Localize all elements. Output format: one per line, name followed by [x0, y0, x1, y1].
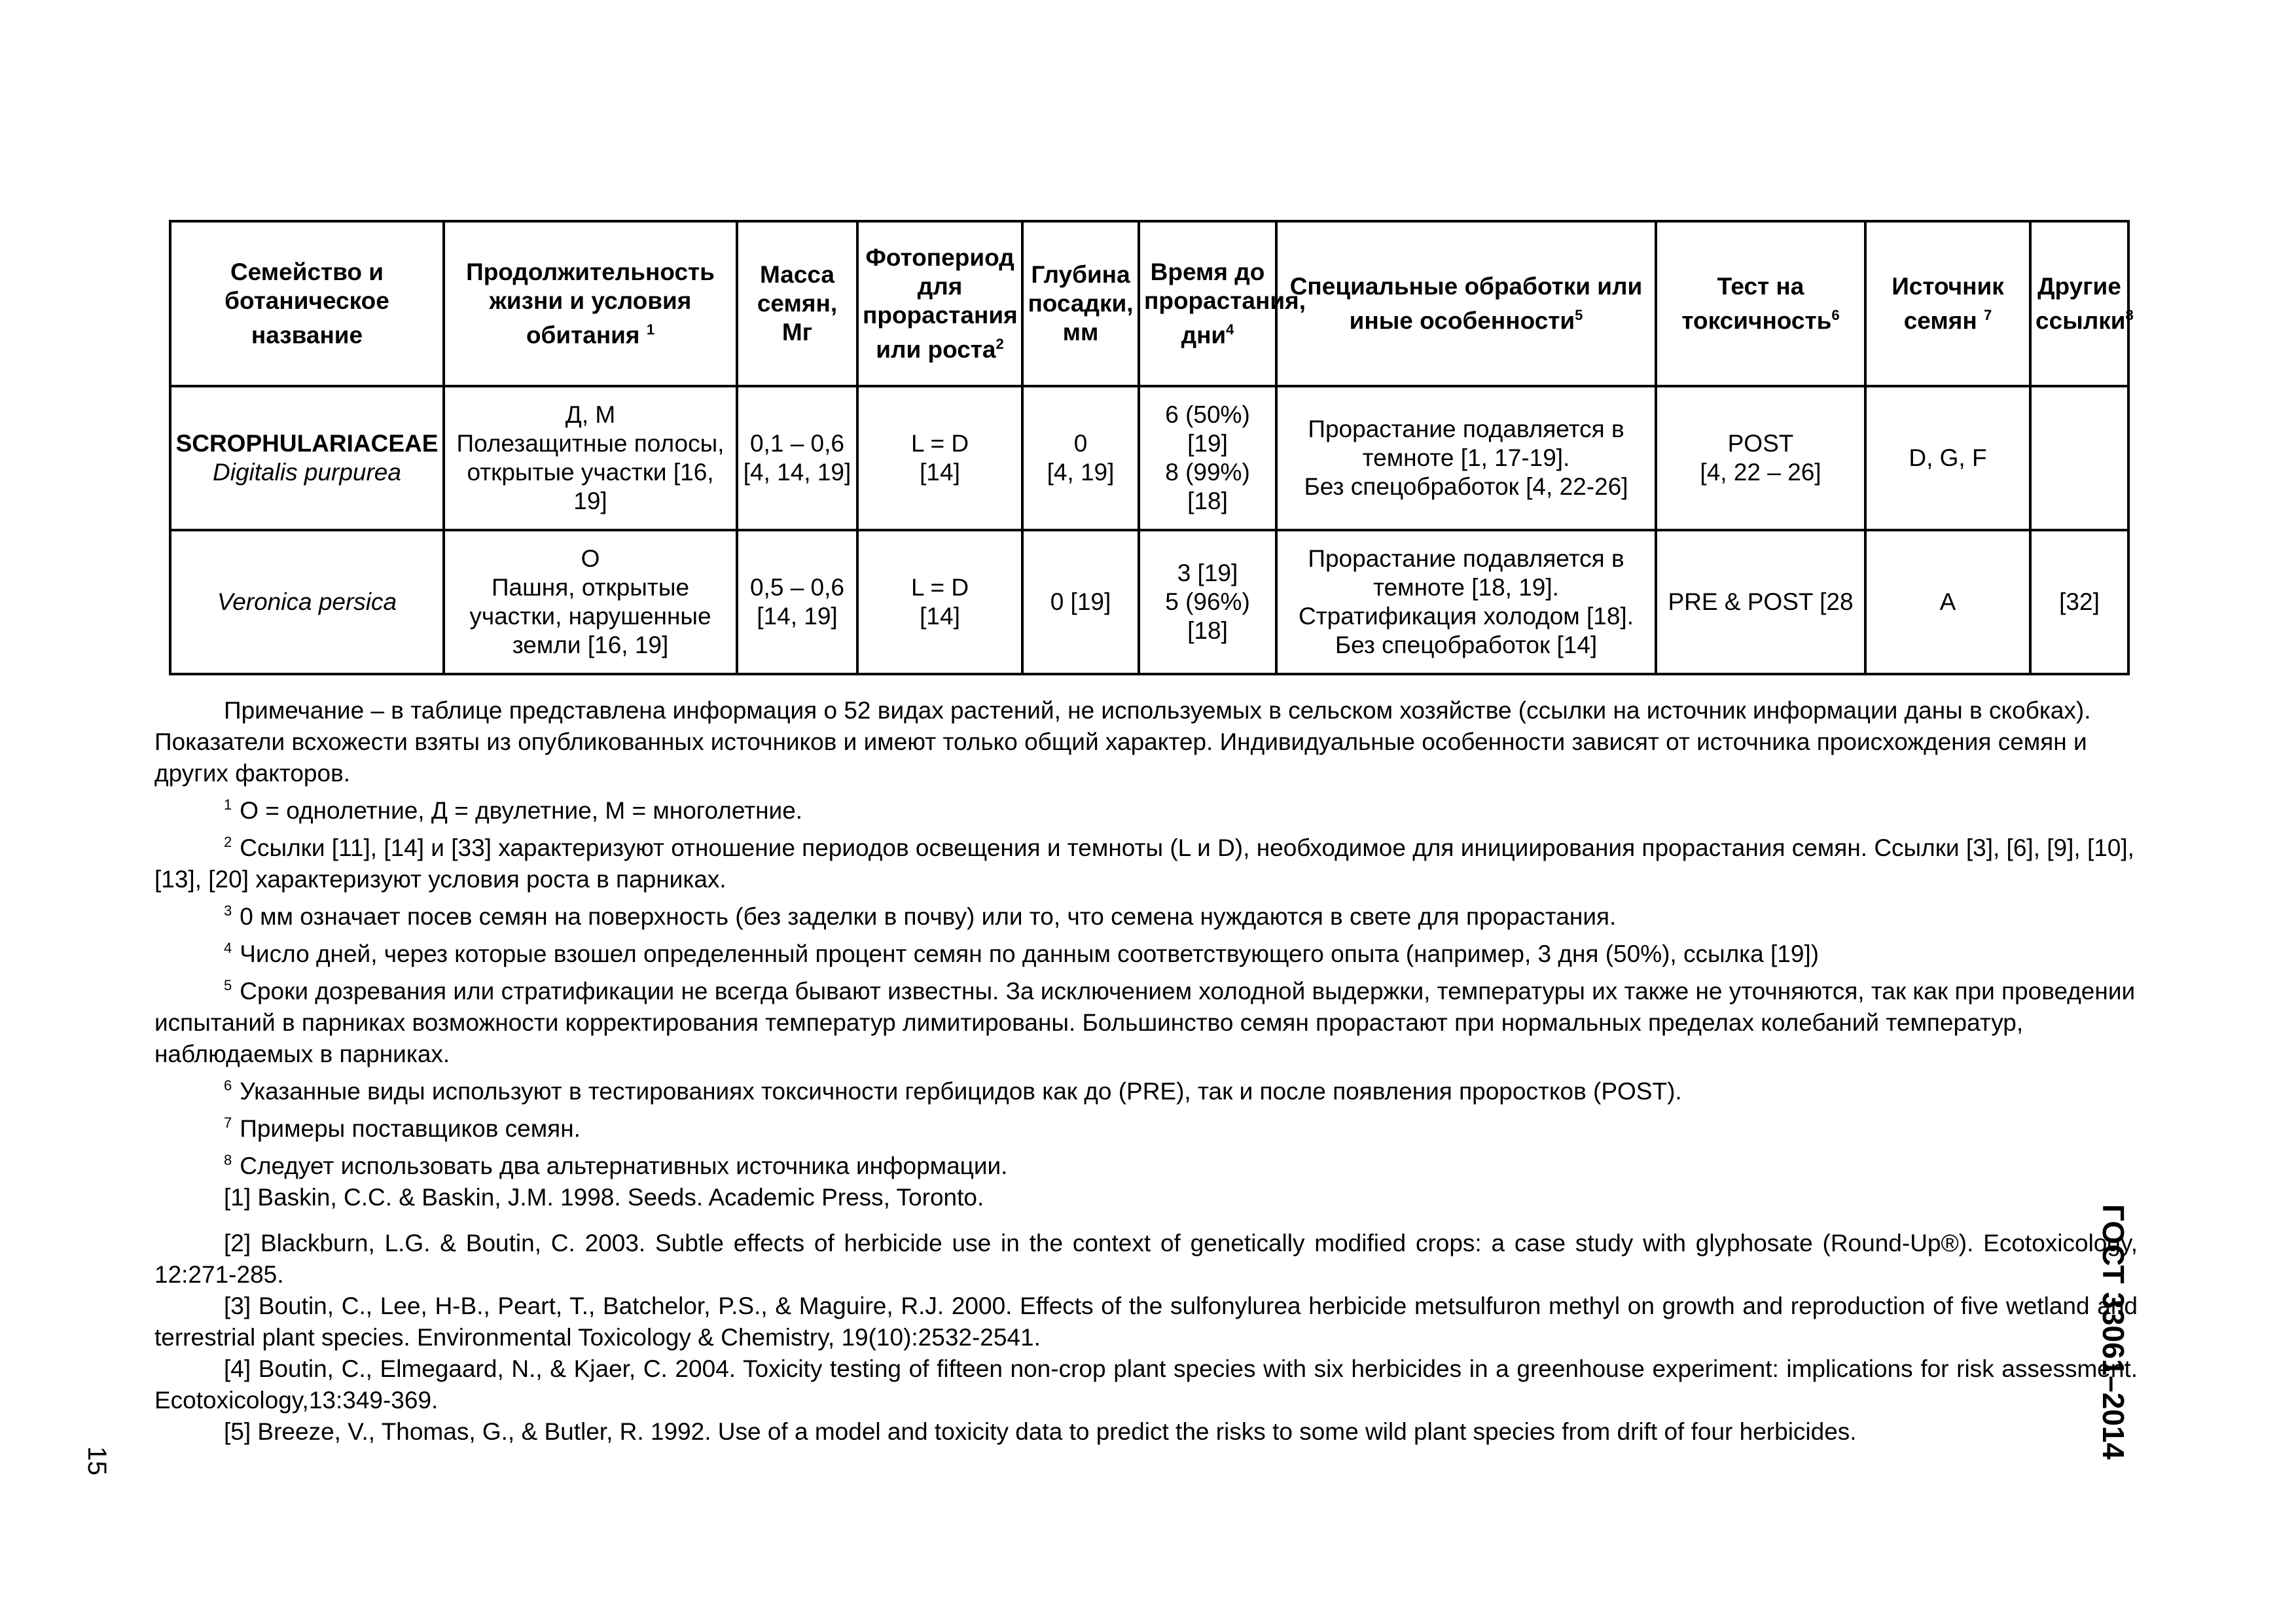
footnote: $^4$ Число дней, через которые взошел определенный процент семян по данным соответствующего опыта (например, 3 дня (50%), ссылка [19]): [224, 940, 1820, 967]
header-name: Семейство и ботаническое название: [170, 221, 444, 386]
notes-section: [154, 695, 2138, 1448]
reference-item: [5] Breeze, V., Thomas, G., & Butler, R. 1992. Use of a model and toxicity data to predict the risks to some wild plant species from drift of four herbicides.: [224, 1418, 1857, 1445]
cell-time: 3 [19] 5 (96%) [18]: [1139, 530, 1276, 674]
header-mass: Масса семян, Мг: [737, 221, 857, 386]
page-number: 15: [82, 1446, 111, 1476]
reference-item: [4] Boutin, C., Elmegaard, N., & Kjaer, C. 2004. Toxicity testing of fifteen non-crop plant species with six herbicides in a greenhouse experiment: implications for risk assessment. Ecotoxicology,13:349-369.: [154, 1355, 2138, 1414]
cell-source: A: [1865, 530, 2030, 674]
cell-photoperiod: L = D [14]: [857, 530, 1022, 674]
table-note: Примечание – в таблице представлена информация о 52 видах растений, не используемых в сельском хозяйстве (ссылки на источник информации даны в скобках). Показатели всхожести взяты из опубликованных источников и имеют только общий характер. Индивидуальные особенности зависят от источника происхождения семян и других факторов.: [154, 697, 2091, 787]
reference-item: [2] Blackburn, L.G. & Boutin, C. 2003. Subtle effects of herbicide use in the context of genetically modified crops: a case study with glyphosate (Round-Up®). Ecotoxicology, 12:271-285.: [154, 1230, 2138, 1288]
table-row: [170, 530, 2128, 674]
header-time: Время до прорастания, дни$^4$: [1139, 221, 1276, 386]
cell-mass: 0,5 – 0,6 [14, 19]: [737, 530, 857, 674]
table-header-row: [170, 221, 2128, 386]
footnote: $^2$ Ссылки [11], [14] и [33] характеризуют отношение периодов освещения и темноты (L и D), необходимое для инициирования прорастания семян. Ссылки [3], [6], [9], [10], [13], [20] характеризуют условия роста в парниках.: [154, 834, 2134, 893]
footnote: $^6$ Указанные виды используют в тестированиях токсичности гербицидов как до (PRE), так и после появления проростков (POST).: [224, 1077, 1682, 1105]
footnote: $^5$ Сроки дозревания или стратификации не всегда бывают известны. За исключением холодной выдержки, температуры их также не уточняются, так как при проведении испытаний в парниках возможности корректирования температур лимитированы. Большинство семян прорастают при нормальных пределах колебаний температур, наблюдаемых в парниках.: [154, 977, 2136, 1067]
cell-name: [170, 530, 444, 674]
header-other: Другие ссылки$^8$: [2030, 221, 2128, 386]
header-depth: Глубина посадки, мм: [1022, 221, 1139, 386]
family-name: SCROPHULARIACEAE: [175, 430, 439, 457]
cell-life: О Пашня, открытые участки, нарушенные земли [16, 19]: [444, 530, 737, 674]
cell-time: 6 (50%) [19] 8 (99%) [18]: [1139, 386, 1276, 530]
species-name: Digitalis purpurea: [213, 459, 401, 486]
cell-photoperiod: L = D [14]: [857, 386, 1022, 530]
cell-name: [170, 386, 444, 530]
reference-item: [3] Boutin, C., Lee, H-B., Peart, T., Batchelor, P.S., & Maguire, R.J. 2000. Effects of the sulfonylurea herbicide metsulfuron methyl on growth and reproduction of five wetland and terrestrial plant species. Environmental Toxicology & Chemistry, 19(10):2532-2541.: [154, 1293, 2138, 1351]
cell-source: D, G, F: [1865, 386, 2030, 530]
footnote: $^7$ Примеры поставщиков семян.: [224, 1115, 581, 1142]
header-source: Источник семян $^7$: [1865, 221, 2030, 386]
cell-depth: 0 [19]: [1022, 530, 1139, 674]
cell-depth: 0 [4, 19]: [1022, 386, 1139, 530]
species-table-container: [169, 220, 2134, 675]
species-table: [169, 220, 2134, 675]
footnote: $^1$ О = однолетние, Д = двулетние, М = многолетние.: [224, 796, 803, 824]
species-name: Veronica persica: [217, 588, 397, 615]
footnote: $^8$ Следует использовать два альтернативных источника информации.: [224, 1152, 1008, 1179]
cell-other: [32]: [2030, 530, 2128, 674]
reference-item: [1] Baskin, C.C. & Baskin, J.M. 1998. Seeds. Academic Press, Toronto.: [224, 1184, 984, 1211]
header-toxicity: Тест на токсичность$^6$: [1656, 221, 1865, 386]
header-photoperiod: Фотопериод для прорастания или роста$^2$: [857, 221, 1022, 386]
cell-life: Д, М Полезащитные полосы, открытые участки [16, 19]: [444, 386, 737, 530]
cell-other: [2030, 386, 2128, 530]
cell-treatment: Прорастание подавляется в темноте [18, 19]. Стратификация холодом [18]. Без спецобработок [14]: [1276, 530, 1656, 674]
cell-treatment: Прорастание подавляется в темноте [1, 17-19]. Без спецобработок [4, 22-26]: [1276, 386, 1656, 530]
standard-designation: ГОСТ 33061–2014: [2096, 1204, 2130, 1460]
cell-mass: 0,1 – 0,6 [4, 14, 19]: [737, 386, 857, 530]
table-row: [170, 386, 2128, 530]
header-treatment: Специальные обработки или иные особенности$^5$: [1276, 221, 1656, 386]
cell-toxicity: POST [4, 22 – 26]: [1656, 386, 1865, 530]
header-life: Продолжительность жизни и условия обитания $^1$: [444, 221, 737, 386]
footnote: $^3$ 0 мм означает посев семян на поверхность (без заделки в почву) или то, что семена нуждаются в свете для прорастания.: [224, 902, 1617, 930]
cell-toxicity: PRE & POST [28: [1656, 530, 1865, 674]
